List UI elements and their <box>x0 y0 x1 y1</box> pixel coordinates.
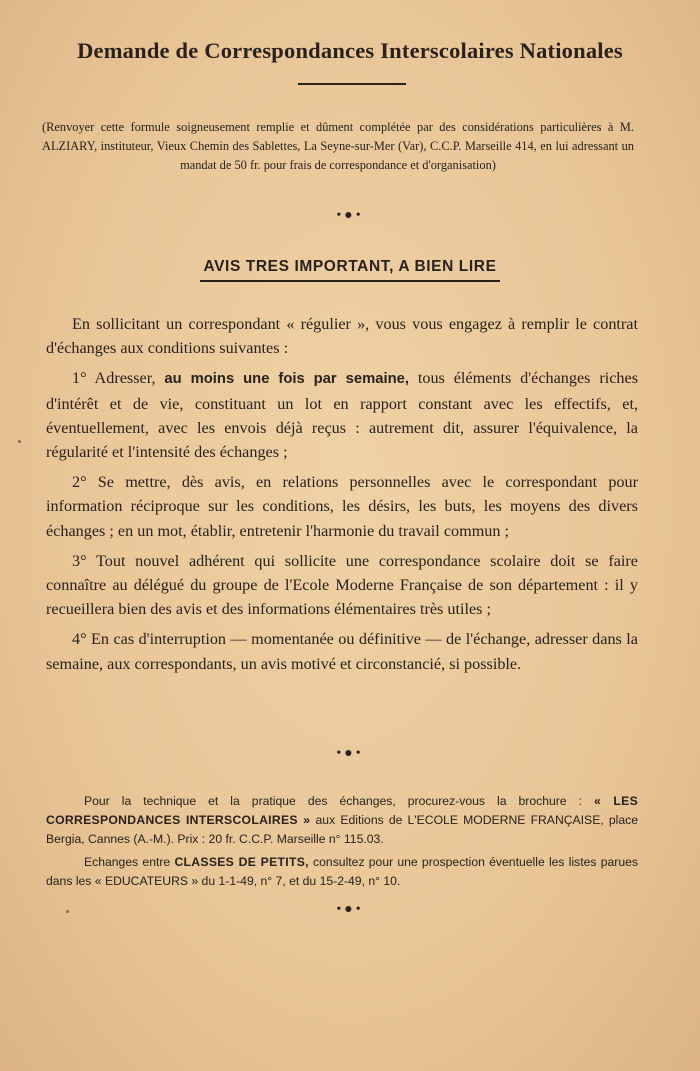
title-underline <box>298 83 406 85</box>
brochure-title: « LES CORRESPONDANCES INTERSCOLAIRES » <box>46 794 638 827</box>
condition-4: 4° En cas d'interruption — momentanée ou définitive — de l'échange, adresser dans la semaine, aux correspondants, un avis motivé et circonstancié, si possible. <box>46 630 638 673</box>
petits-paragraph: Echanges entre CLASSES DE PETITS, consultez pour une prospection éventuelle les listes parues dans les « EDUCATEURS » du 1-1-49, n° 7, et du 15-2-49, n° 10. <box>46 855 638 888</box>
separator-ornament: •●• <box>336 746 364 761</box>
separator-ornament: •●• <box>336 902 364 917</box>
instructions-note: (Renvoyer cette formule soigneusement remplie et dûment complétée par des considérations particulières à M. ALZIARY, instituteur, Vieux Chemin des Sablettes, La Seyne-sur-Mer (Var), C.C.P. Marseille 414, en lui adressant un mandat de 50 fr. pour frais de correspondance et d'organisation) <box>42 120 634 172</box>
petits-label: CLASSES DE PETITS, <box>174 855 309 869</box>
recommendation-block <box>46 941 638 945</box>
condition-2: 2° Se mettre, dès avis, en relations personnelles avec le correspondant pour information réciproque sur les conditions, les désirs, les buts, les moyens des divers échanges ; en un mot, établir, entretenir l'harmonie du travail commun ; <box>46 473 638 540</box>
page-title: Demande de Correspondances Interscolaires Nationales <box>77 38 623 63</box>
conditions-body <box>46 312 638 682</box>
notice-heading-text: AVIS TRES IMPORTANT, A BIEN LIRE <box>200 258 499 282</box>
paper-speck <box>66 910 69 913</box>
references-block <box>46 792 638 895</box>
condition-1-emphasis: au moins une fois par semaine, <box>164 371 409 388</box>
brochure-paragraph: Pour la technique et la pratique des échanges, procurez-vous la brochure : « LES CORRESPONDANCES INTERSCOLAIRES » aux Editions de L'ECOLE MODERNE FRANÇAISE, place Bergia, Cannes (A.-M.). Prix : 20 fr. C.C.P. Marseille n° 115.03. <box>46 794 638 846</box>
paper-speck <box>18 440 21 443</box>
condition-1: 1° Adresser, au moins une fois par semaine, tous éléments d'échanges riches d'intérêt et de vie, constituant un lot en rapport constant avec les effectifs, et, éventuellement, avec les envois déjà reçus : autrement dit, assurer l'équivalence, la régularité et l'intensité des échanges ; <box>46 369 639 462</box>
intro-paragraph: En sollicitant un correspondant « régulier », vous vous engagez à remplir le contrat d'échanges aux conditions suivantes : <box>46 315 638 358</box>
condition-3: 3° Tout nouvel adhérent qui sollicite une correspondance scolaire doit se faire connaître au délégué du groupe de l'Ecole Moderne Française de son département : il y recueillera bien des avis et des informations élémentaires très utiles ; <box>46 551 638 619</box>
separator-ornament: •●• <box>336 208 364 223</box>
notice-heading <box>0 258 700 282</box>
